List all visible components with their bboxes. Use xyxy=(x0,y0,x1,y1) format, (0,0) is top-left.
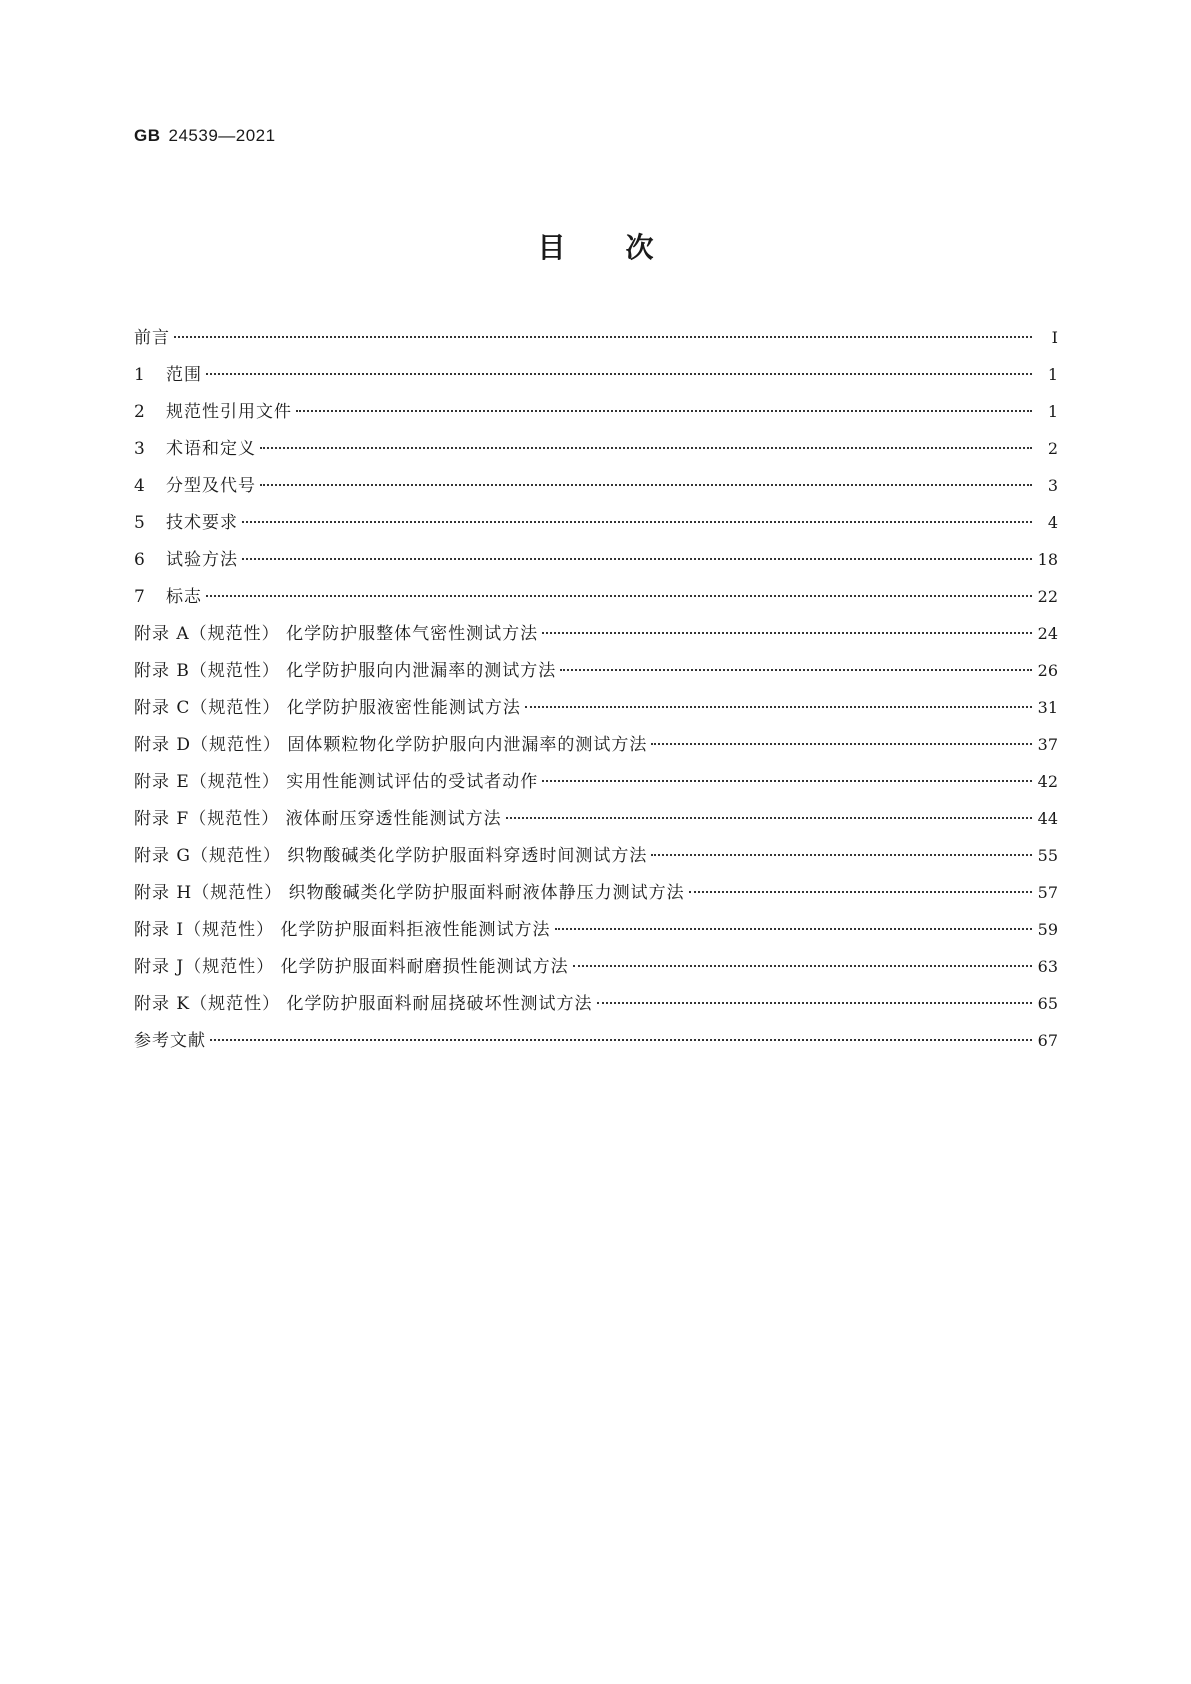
toc-leader-dots xyxy=(206,595,1032,597)
toc-entry-label: 前言 xyxy=(134,328,170,348)
table-of-contents xyxy=(134,323,1058,1063)
toc-page-number: 44 xyxy=(1037,809,1058,828)
standard-number: 24539—2021 xyxy=(168,126,276,145)
toc-entry[interactable] xyxy=(134,582,1058,619)
toc-entry[interactable] xyxy=(134,693,1058,730)
toc-leader-dots xyxy=(296,410,1032,412)
toc-page-number: 26 xyxy=(1037,661,1058,680)
toc-page-number: 18 xyxy=(1037,550,1058,569)
toc-entry-label: 6 试验方法 xyxy=(134,550,238,570)
toc-page-number: 3 xyxy=(1047,476,1058,495)
toc-entry-label: 附录 B（规范性） 化学防护服向内泄漏率的测试方法 xyxy=(134,661,557,681)
toc-entry[interactable] xyxy=(134,471,1058,508)
toc-leader-dots xyxy=(555,928,1032,930)
document-code xyxy=(134,126,276,146)
toc-entry-label: 附录 D（规范性） 固体颗粒物化学防护服向内泄漏率的测试方法 xyxy=(134,735,648,755)
toc-entry[interactable] xyxy=(134,1026,1058,1063)
toc-entry-label: 附录 I（规范性） 化学防护服面料拒液性能测试方法 xyxy=(134,920,551,940)
toc-leader-dots xyxy=(651,854,1032,856)
toc-leader-dots xyxy=(242,558,1032,560)
toc-page-number: 37 xyxy=(1037,735,1058,754)
toc-entry-label: 附录 G（规范性） 织物酸碱类化学防护服面料穿透时间测试方法 xyxy=(134,846,648,866)
toc-page-number: 55 xyxy=(1037,846,1058,865)
toc-leader-dots xyxy=(506,817,1032,819)
toc-leader-dots xyxy=(651,743,1032,745)
toc-page-number: 42 xyxy=(1037,772,1058,791)
toc-entry[interactable] xyxy=(134,804,1058,841)
toc-entry[interactable] xyxy=(134,656,1058,693)
toc-entry-label: 3 术语和定义 xyxy=(134,439,256,459)
toc-leader-dots xyxy=(573,965,1032,967)
toc-leader-dots xyxy=(525,706,1032,708)
toc-entry-label: 附录 J（规范性） 化学防护服面料耐磨损性能测试方法 xyxy=(134,957,569,977)
toc-page-number: 31 xyxy=(1037,698,1058,717)
toc-entry[interactable] xyxy=(134,915,1058,952)
toc-entry-label: 附录 H（规范性） 织物酸碱类化学防护服面料耐液体静压力测试方法 xyxy=(134,883,685,903)
toc-entry-label: 附录 F（规范性） 液体耐压穿透性能测试方法 xyxy=(134,809,502,829)
toc-leader-dots xyxy=(260,484,1032,486)
toc-entry-label: 4 分型及代号 xyxy=(134,476,256,496)
toc-entry-label: 1 范围 xyxy=(134,365,202,385)
toc-page-number: 2 xyxy=(1047,439,1058,458)
toc-entry[interactable] xyxy=(134,841,1058,878)
toc-leader-dots xyxy=(542,632,1032,634)
toc-leader-dots xyxy=(689,891,1032,893)
toc-entry[interactable] xyxy=(134,952,1058,989)
toc-entry[interactable] xyxy=(134,730,1058,767)
toc-leader-dots xyxy=(260,447,1032,449)
toc-entry[interactable] xyxy=(134,360,1058,397)
toc-page-number: 65 xyxy=(1037,994,1058,1013)
toc-entry-label: 附录 C（规范性） 化学防护服液密性能测试方法 xyxy=(134,698,521,718)
toc-entry[interactable] xyxy=(134,878,1058,915)
toc-page-number: 67 xyxy=(1037,1031,1058,1050)
page-title: 目次 xyxy=(537,231,714,264)
toc-page-number: 1 xyxy=(1047,365,1058,384)
toc-entry-label: 参考文献 xyxy=(134,1031,206,1051)
toc-entry-label: 附录 E（规范性） 实用性能测试评估的受试者动作 xyxy=(134,772,539,792)
toc-page-number: 63 xyxy=(1037,957,1058,976)
toc-page-number: 1 xyxy=(1047,402,1058,421)
toc-entry[interactable] xyxy=(134,323,1058,360)
toc-entry-label: 5 技术要求 xyxy=(134,513,238,533)
toc-page-number: 4 xyxy=(1047,513,1058,532)
toc-entry[interactable] xyxy=(134,767,1058,804)
toc-page-number: 24 xyxy=(1037,624,1058,643)
toc-entry[interactable] xyxy=(134,545,1058,582)
toc-entry[interactable] xyxy=(134,619,1058,656)
toc-leader-dots xyxy=(242,521,1032,523)
toc-entry-label: 附录 K（规范性） 化学防护服面料耐屈挠破坏性测试方法 xyxy=(134,994,593,1014)
toc-entry-label: 2 规范性引用文件 xyxy=(134,402,292,422)
toc-leader-dots xyxy=(206,373,1032,375)
toc-leader-dots xyxy=(560,669,1032,671)
toc-entry[interactable] xyxy=(134,989,1058,1026)
toc-page-number: 22 xyxy=(1037,587,1058,606)
toc-page-number: 59 xyxy=(1037,920,1058,939)
toc-leader-dots xyxy=(597,1002,1032,1004)
toc-entry-label: 7 标志 xyxy=(134,587,202,607)
standard-prefix: GB xyxy=(134,126,161,145)
toc-leader-dots xyxy=(542,780,1032,782)
toc-leader-dots xyxy=(210,1039,1032,1041)
toc-entry-label: 附录 A（规范性） 化学防护服整体气密性测试方法 xyxy=(134,624,539,644)
toc-entry[interactable] xyxy=(134,397,1058,434)
toc-entry[interactable] xyxy=(134,434,1058,471)
toc-page-number: Ⅰ xyxy=(1051,328,1058,347)
toc-entry[interactable] xyxy=(134,508,1058,545)
toc-leader-dots xyxy=(174,336,1032,338)
toc-page-number: 57 xyxy=(1037,883,1058,902)
